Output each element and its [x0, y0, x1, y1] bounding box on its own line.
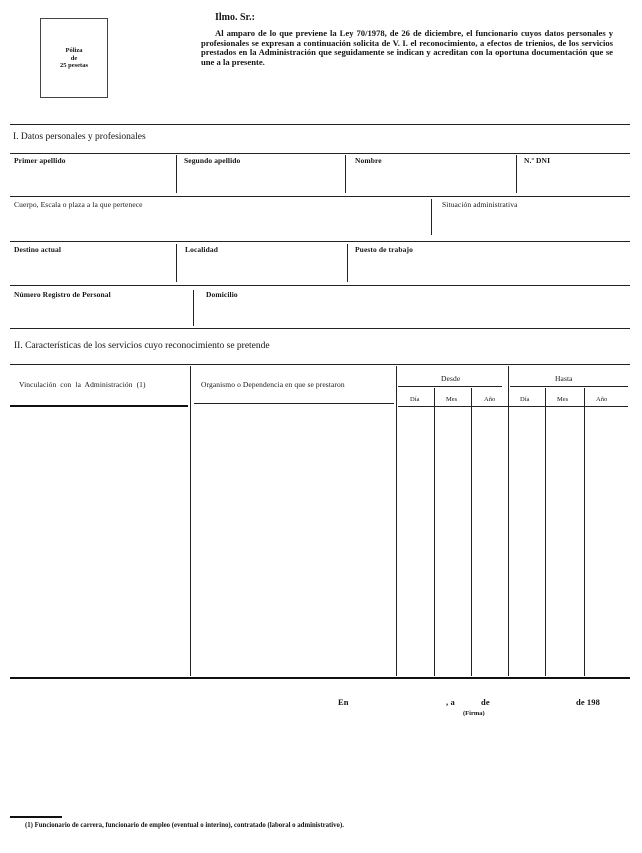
dates-header-rule: [398, 406, 628, 407]
table-bottom-rule: [10, 677, 630, 679]
label-situacion: Situación administrativa: [442, 200, 518, 209]
desde-rule: [398, 386, 502, 387]
table-divider-desde-dia: [434, 388, 435, 676]
section2-title: II. Características de los servicios cuyo reconocimiento se pretende: [14, 341, 270, 351]
label-destino: Destino actual: [14, 245, 62, 254]
col-desde-dia: Día: [410, 396, 420, 403]
row2-divider: [431, 199, 432, 235]
row2-bottom-rule: [10, 241, 630, 242]
row3-bottom-rule: [10, 285, 630, 286]
row3-divider-2: [347, 244, 348, 282]
row1-bottom-rule: [10, 196, 630, 197]
col-organismo: Organismo o Dependencia en que se prestaron: [201, 380, 345, 389]
label-puesto: Puesto de trabajo: [355, 245, 413, 254]
label-domicilio: Domicilio: [206, 290, 238, 299]
section1-title: I. Datos personales y profesionales: [13, 132, 146, 142]
label-cuerpo: Cuerpo, Escala o plaza a la que pertenece: [14, 200, 143, 209]
table-divider-hasta-mes: [584, 388, 585, 676]
label-primer-apellido: Primer apellido: [14, 156, 66, 165]
col-hasta-dia: Día: [520, 396, 530, 403]
salutation: Ilmo. Sr.:: [215, 12, 255, 23]
row1-divider-3: [516, 155, 517, 193]
row4-divider: [193, 290, 194, 326]
section2-header-rule: [10, 364, 630, 365]
stamp-line-1: Póliza: [65, 47, 83, 54]
row1-divider-2: [345, 155, 346, 193]
intro-paragraph: Al amparo de lo que previene la Ley 70/1978, de 26 de diciembre, el funcionario cuyos datos personales y profesionales se expresan a continuación solicita de V. I. el reconocimiento, a efectos de trienios, de los servicios prestados en la Administración que seguidamente se indican y acreditan con la oportuna documentación que se une a la presente.: [201, 28, 613, 67]
col-desde: Desde: [441, 374, 461, 383]
table-divider-desde-hasta: [508, 366, 509, 676]
table-divider-hasta-dia: [545, 388, 546, 676]
signature-en: En: [338, 697, 349, 707]
stamp-text: [41, 47, 107, 70]
col-hasta: Hasta: [555, 374, 573, 383]
col-hasta-mes: Mes: [557, 396, 569, 403]
signature-de-1: de: [481, 697, 490, 707]
table-divider-desde-mes: [471, 388, 472, 676]
table-divider-vinculacion: [190, 366, 191, 676]
stamp-box: [40, 18, 108, 98]
label-registro: Número Registro de Personal: [14, 290, 111, 299]
stamp-line-3: 25 pesetas: [60, 62, 88, 69]
stamp-line-2: de: [70, 54, 78, 62]
label-nombre: Nombre: [355, 156, 382, 165]
footnote: (1) Funcionario de carrera, funcionario de empleo (eventual o interino), contratado (laboral o administrativo).: [25, 822, 344, 829]
label-localidad: Localidad: [185, 245, 218, 254]
section1-header-rule: [10, 153, 630, 154]
signature-firma: (Firma): [463, 710, 485, 717]
col-hasta-ano: Año: [596, 396, 608, 403]
hasta-rule: [510, 386, 628, 387]
label-dni: N.º DNI: [524, 156, 551, 165]
col-vinculacion: Vinculación con la Administración (1): [19, 380, 146, 389]
label-segundo-apellido: Segundo apellido: [184, 156, 241, 165]
row3-divider-1: [176, 244, 177, 282]
col-desde-mes: Mes: [446, 396, 458, 403]
row1-divider-1: [176, 155, 177, 193]
vinculacion-header-rule: [10, 405, 188, 407]
col-desde-ano: Año: [484, 396, 496, 403]
signature-de-year: de 198: [576, 697, 600, 707]
footnote-rule: [10, 816, 62, 818]
table-divider-organismo: [396, 366, 397, 676]
section1-top-rule: [10, 124, 630, 125]
section1-bottom-rule: [10, 328, 630, 329]
organismo-header-rule: [194, 403, 394, 404]
signature-a: , a: [446, 697, 455, 707]
